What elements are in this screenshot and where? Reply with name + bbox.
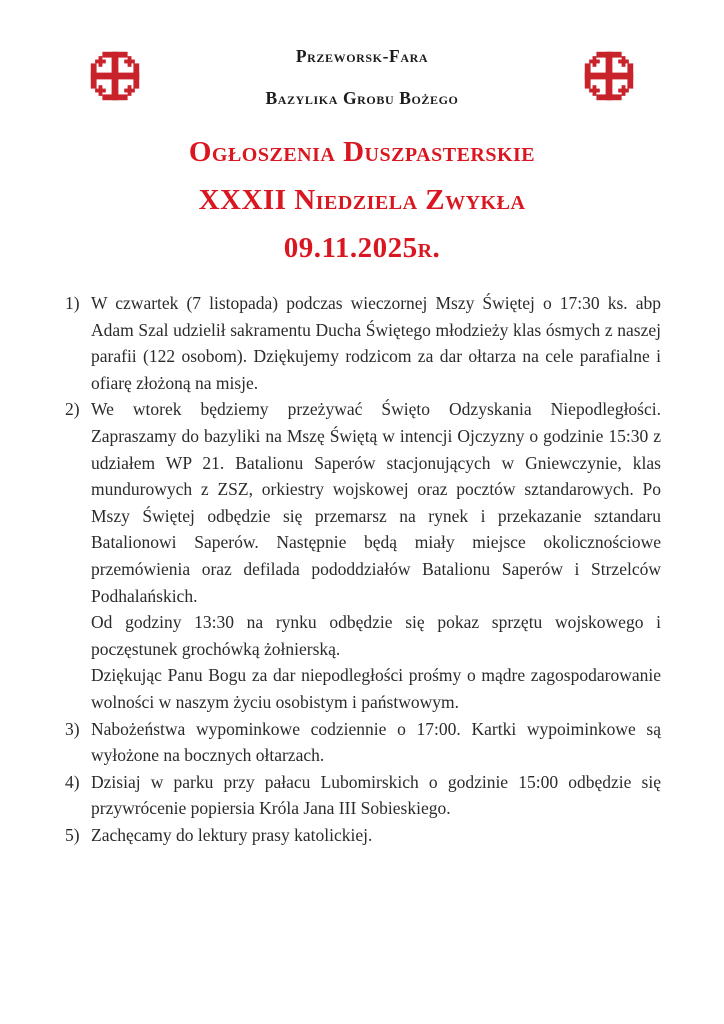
announcement-number: 4)	[65, 771, 80, 792]
announcement-number: 5)	[65, 824, 80, 845]
announcement-date: 09.11.2025r.	[283, 232, 441, 264]
announcement-paragraph: W czwartek (7 listopada) podczas wieczornej Mszy Świętej o 17:30 ks. abp Adam Szal udzielił sakramentu Ducha Świętego młodzieży klas ósmych z naszej parafii (122 osobom). Dziękujemy rodzicom za dar ołtarza na cele parafialne i ofiarę złożoną na misje.	[91, 293, 661, 393]
parish-name: Przeworsk-Fara	[295, 46, 429, 66]
announcement-paragraph: Zachęcamy do lektury prasy katolickiej.	[91, 824, 373, 845]
basilica-name: Bazylika Grobu Bożego	[265, 88, 459, 108]
document-title	[0, 128, 724, 272]
announcement-item	[65, 396, 661, 715]
announcement-paragraph: Dziękując Panu Bogu za dar niepodległości prośmy o mądre zagospodarowanie wolności w naszym życiu osobistym i państwowym.	[91, 665, 661, 712]
announcement-paragraph: Dzisiaj w parku przy pałacu Lubomirskich o godzinie 15:00 odbędzie się przywrócenie popiersia Króla Jana III Sobieskiego.	[91, 771, 661, 819]
announcement-paragraph: Nabożeństwa wypominkowe codziennie o 17:00. Kartki wypoiminkowe są wyłożone na bocznych ołtarzach.	[91, 718, 661, 766]
announcement-number: 3)	[65, 718, 80, 739]
announcement-item	[65, 716, 661, 769]
announcement-paragraph: Od godziny 13:30 na rynku odbędzie się pokaz sprzętu wojskowego i poczęstunek grochówką żołnierską.	[91, 612, 661, 659]
document-header	[0, 46, 724, 109]
sunday-name: XXXII Niedziela Zwykła	[198, 184, 526, 216]
announcements-list	[65, 290, 661, 848]
announcements-title: Ogłoszenia Duszpasterskie	[188, 136, 536, 168]
announcement-number: 2)	[65, 399, 80, 420]
announcement-item	[65, 290, 661, 396]
announcement-item	[65, 822, 661, 849]
announcement-item	[65, 769, 661, 822]
announcement-paragraph: We wtorek będziemy przeżywać Święto Odzyskania Niepodległości. Zapraszamy do bazyliki na Mszę Świętą w intencji Ojczyzny o godzinie 15:30 z udziałem WP 21. Batalionu Saperów stacjonujących w Gniewczynie, klas mundurowych z ZSZ, orkiestry wojskowej oraz pocztów sztandarowych. Po Mszy Świętej odbędzie się przemarsz na rynek i przekazanie sztandaru Batalionowi Saperów. Następnie będą miały miejsce okolicznościowe przemówienia oraz defilada pododdziałów Batalionu Saperów i Strzelców Podhalańskich.	[91, 399, 661, 606]
announcement-number: 1)	[65, 293, 80, 313]
